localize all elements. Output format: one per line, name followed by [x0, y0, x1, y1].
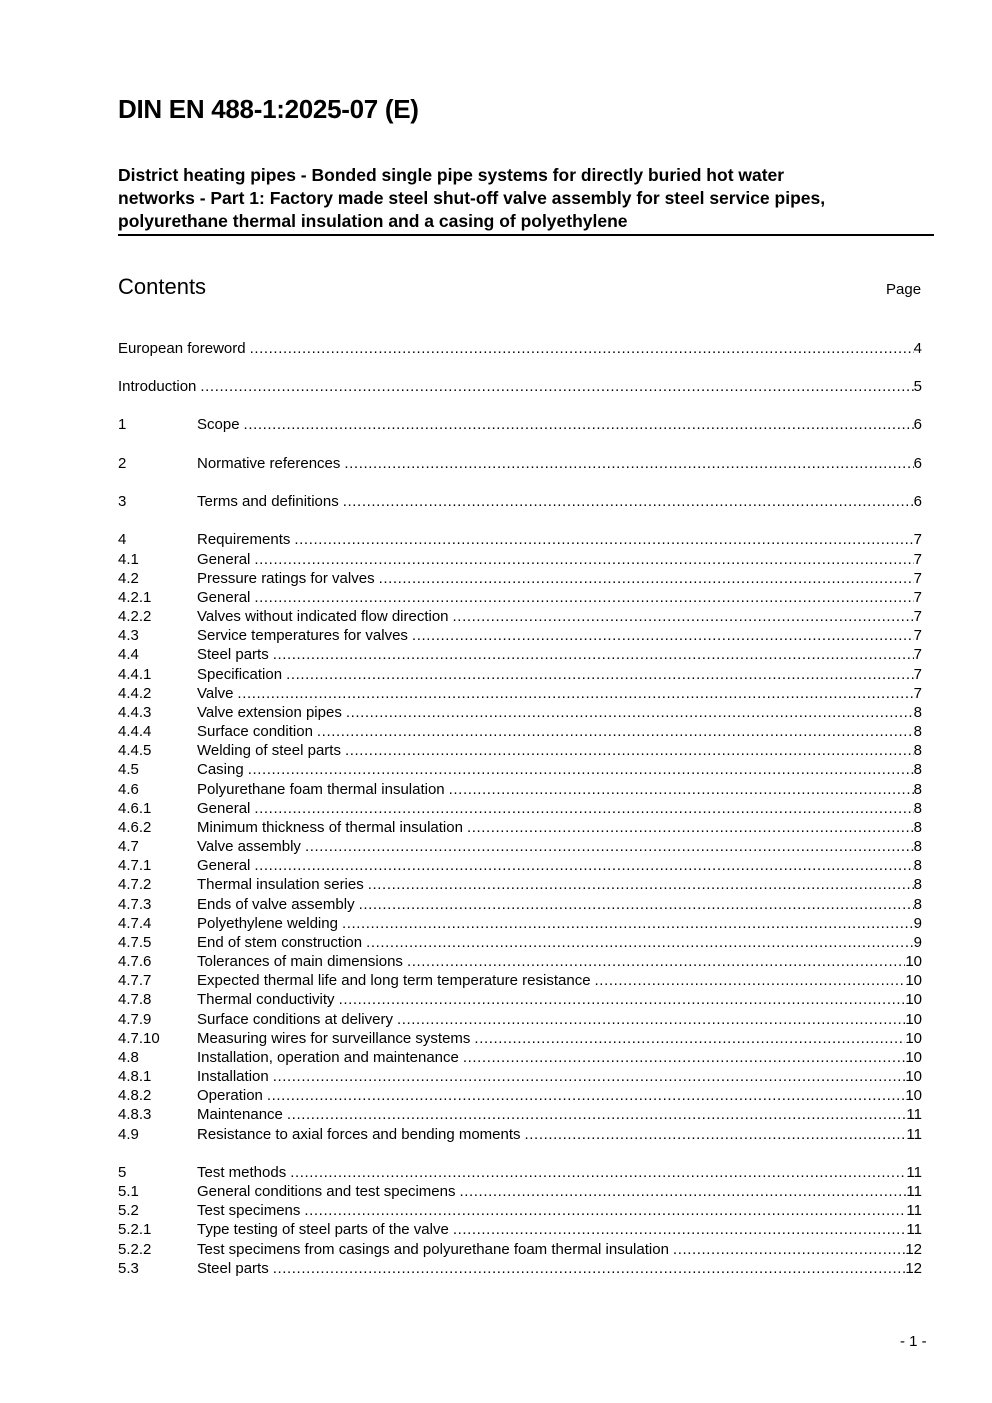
toc-dot-leader	[254, 550, 913, 569]
toc-entry-number: 5.2.1	[118, 1221, 152, 1238]
toc-entry-number: 4.6	[118, 781, 139, 798]
toc-entry-title: Measuring wires for surveillance systems	[197, 1030, 471, 1047]
toc-dot-leader	[267, 1086, 905, 1105]
toc-dot-leader	[474, 1029, 905, 1048]
toc-entry-title: Installation	[197, 1068, 269, 1085]
toc-entry-number: 4.7.5	[118, 934, 152, 951]
toc-dot-leader	[379, 569, 914, 588]
toc-entry[interactable]	[118, 607, 922, 626]
toc-entry-page: 8	[913, 781, 922, 798]
toc-entry-page: 8	[913, 742, 922, 759]
toc-dot-leader	[244, 415, 914, 434]
toc-entry-title: Expected thermal life and long term temperature resistance	[197, 972, 591, 989]
toc-entry[interactable]	[118, 530, 922, 549]
toc-dot-leader	[453, 607, 914, 626]
toc-entry[interactable]	[118, 1182, 922, 1201]
toc-entry[interactable]	[118, 722, 922, 741]
toc-entry[interactable]	[118, 837, 922, 856]
subtitle-line: polyurethane thermal insulation and a casing of polyethylene	[118, 211, 628, 231]
toc-entry[interactable]	[118, 1086, 922, 1105]
toc-entry[interactable]	[118, 415, 922, 434]
contents-heading: Contents	[118, 274, 207, 299]
toc-entry-page: 10	[905, 953, 922, 970]
toc-dot-leader	[273, 1067, 906, 1086]
toc-entry-title: Polyethylene welding	[197, 915, 338, 932]
toc-entry-number: 4.5	[118, 761, 139, 778]
toc-entry-title: Surface conditions at delivery	[197, 1011, 393, 1028]
toc-entry-title: Pressure ratings for valves	[197, 570, 375, 587]
toc-entry-number: 4.8.3	[118, 1106, 152, 1123]
toc-entry-number: 4.8.1	[118, 1068, 152, 1085]
toc-entry-title: Maintenance	[197, 1106, 283, 1123]
toc-entry[interactable]	[118, 492, 922, 511]
toc-entry-title: Casing	[197, 761, 244, 778]
toc-dot-leader	[248, 760, 914, 779]
toc-entry[interactable]	[118, 1125, 922, 1144]
toc-entry-title: Valves without indicated flow direction	[197, 608, 449, 625]
toc-entry[interactable]	[118, 684, 922, 703]
toc-entry-page: 6	[913, 416, 922, 433]
toc-dot-leader	[342, 914, 914, 933]
toc-entry-number: 4.3	[118, 627, 139, 644]
toc-entry[interactable]	[118, 933, 922, 952]
toc-entry[interactable]	[118, 454, 922, 473]
toc-entry-number: 4.7.10	[118, 1030, 160, 1047]
toc-entry-title: Tolerances of main dimensions	[197, 953, 403, 970]
toc-entry[interactable]	[118, 1105, 922, 1124]
toc-entry-page: 7	[913, 685, 922, 702]
toc-entry-page: 11	[906, 1183, 922, 1200]
toc-entry-title: Type testing of steel parts of the valve	[197, 1221, 449, 1238]
toc-entry[interactable]	[118, 645, 922, 664]
toc-entry[interactable]	[118, 588, 922, 607]
toc-dot-leader	[237, 684, 913, 703]
toc-entry-page: 11	[906, 1202, 922, 1219]
toc-entry-title: Steel parts	[197, 1260, 269, 1277]
toc-entry-title: General	[197, 551, 251, 568]
toc-entry[interactable]	[118, 895, 922, 914]
toc-entry[interactable]	[118, 760, 922, 779]
toc-entry-number: 4.2	[118, 570, 139, 587]
toc-entry-page: 7	[913, 666, 922, 683]
toc-entry-title: Terms and definitions	[197, 493, 339, 510]
toc-entry-title: Valve extension pipes	[197, 704, 342, 721]
toc-dot-leader	[525, 1125, 907, 1144]
toc-entry-number: 5.3	[118, 1260, 139, 1277]
toc-dot-leader	[273, 645, 914, 664]
toc-entry-page: 12	[905, 1260, 922, 1277]
toc-entry[interactable]	[118, 569, 922, 588]
toc-entry-number: 5	[118, 1164, 127, 1181]
toc-entry[interactable]	[118, 1220, 922, 1239]
toc-entry-page: 10	[905, 1049, 922, 1066]
toc-dot-leader	[463, 1048, 905, 1067]
toc-dot-leader	[412, 626, 914, 645]
toc-entry-number: 4.4.3	[118, 704, 152, 721]
toc-entry-page: 9	[913, 934, 922, 951]
toc-entry-page: 7	[913, 570, 922, 587]
toc-entry-title: Thermal insulation series	[197, 876, 364, 893]
toc-entry-page: 7	[913, 551, 922, 568]
toc-entry[interactable]	[118, 703, 922, 722]
toc-entry[interactable]	[118, 339, 922, 358]
toc-entry-title: Steel parts	[197, 646, 269, 663]
toc-entry-page: 7	[913, 589, 922, 606]
toc-entry-number: 5.2	[118, 1202, 139, 1219]
toc-entry-title: Specification	[197, 666, 283, 683]
toc-entry-title: General	[197, 589, 251, 606]
toc-entry[interactable]	[118, 665, 922, 684]
toc-entry-page: 8	[913, 819, 922, 836]
toc-entry-title: Minimum thickness of thermal insulation	[197, 819, 463, 836]
toc-entry[interactable]	[118, 914, 922, 933]
toc-dot-leader	[254, 799, 913, 818]
toc-entry[interactable]	[118, 875, 922, 894]
toc-entry-page: 11	[906, 1221, 922, 1238]
toc-dot-leader	[407, 952, 905, 971]
toc-dot-leader	[343, 492, 914, 511]
toc-entry-page: 8	[913, 876, 922, 893]
toc-dot-leader	[339, 990, 906, 1009]
toc-entry-page: 8	[913, 704, 922, 721]
toc-entry-page: 7	[913, 531, 922, 548]
toc-entry-number: 4.4	[118, 646, 139, 663]
toc-entry-title: European foreword	[118, 340, 246, 357]
toc-entry-page: 5	[913, 378, 922, 395]
page-number: - 1 -	[900, 1333, 927, 1350]
toc-entry-number: 4.9	[118, 1126, 139, 1143]
toc-dot-leader	[304, 1201, 906, 1220]
toc-entry-title: Welding of steel parts	[197, 742, 341, 759]
toc-entry-page: 4	[913, 340, 922, 357]
toc-entry-title: Test methods	[197, 1164, 287, 1181]
document-subtitle	[118, 164, 934, 236]
toc-entry[interactable]	[118, 990, 922, 1009]
toc-dot-leader	[305, 837, 914, 856]
toc-entry[interactable]	[118, 1201, 922, 1220]
toc-entry-number: 4.6.2	[118, 819, 152, 836]
toc-entry-number: 4.8	[118, 1049, 139, 1066]
toc-entry[interactable]	[118, 377, 922, 396]
toc-entry-number: 4.4.1	[118, 666, 152, 683]
toc-dot-leader	[273, 1259, 906, 1278]
toc-dot-leader	[250, 339, 914, 358]
toc-entry[interactable]	[118, 1010, 922, 1029]
toc-entry-number: 4.8.2	[118, 1087, 152, 1104]
toc-entry-title: General	[197, 800, 251, 817]
toc-entry-page: 10	[905, 1011, 922, 1028]
toc-entry-number: 3	[118, 493, 127, 510]
toc-entry-number: 4.4.2	[118, 685, 152, 702]
toc-entry-title: Valve assembly	[197, 838, 301, 855]
toc-entry-page: 9	[913, 915, 922, 932]
toc-entry-title: Service temperatures for valves	[197, 627, 408, 644]
toc-entry-number: 2	[118, 455, 127, 472]
toc-dot-leader	[317, 722, 914, 741]
toc-entry-number: 4.4.5	[118, 742, 152, 759]
toc-entry-page: 6	[913, 493, 922, 510]
toc-dot-leader	[254, 588, 913, 607]
toc-dot-leader	[368, 875, 914, 894]
toc-entry-page: 11	[906, 1164, 922, 1181]
toc-entry-number: 4.2.1	[118, 589, 152, 606]
toc-dot-leader	[467, 818, 914, 837]
toc-entry-number: 4.7.7	[118, 972, 152, 989]
toc-entry-number: 4.7.6	[118, 953, 152, 970]
toc-entry-page: 10	[905, 1087, 922, 1104]
toc-entry-title: Surface condition	[197, 723, 313, 740]
toc-entry[interactable]	[118, 818, 922, 837]
toc-entry-number: 4.7.8	[118, 991, 152, 1008]
toc-entry-title: Test specimens	[197, 1202, 301, 1219]
toc-entry-title: Installation, operation and maintenance	[197, 1049, 459, 1066]
toc-entry-page: 8	[913, 723, 922, 740]
toc-entry-title: Polyurethane foam thermal insulation	[197, 781, 445, 798]
toc-entry-page: 7	[913, 608, 922, 625]
toc-dot-leader	[459, 1182, 906, 1201]
toc-entry-number: 4.4.4	[118, 723, 152, 740]
toc-entry-title: Normative references	[197, 455, 341, 472]
toc-dot-leader	[346, 703, 914, 722]
toc-entry-page: 10	[905, 972, 922, 989]
document-title: DIN EN 488-1:2025-07 (E)	[118, 94, 419, 124]
toc-dot-leader	[397, 1010, 905, 1029]
toc-dot-leader	[453, 1220, 907, 1239]
toc-entry[interactable]	[118, 626, 922, 645]
toc-entry-title: General	[197, 857, 251, 874]
toc-entry-number: 4.7.9	[118, 1011, 152, 1028]
toc-dot-leader	[673, 1240, 905, 1259]
toc-entry[interactable]	[118, 971, 922, 990]
subtitle-line: networks - Part 1: Factory made steel shut-off valve assembly for steel service pipes,	[118, 188, 826, 208]
toc-entry-title: Introduction	[118, 378, 197, 395]
toc-entry-title: Requirements	[197, 531, 291, 548]
toc-entry[interactable]	[118, 856, 922, 875]
toc-entry-page: 11	[906, 1106, 922, 1123]
toc-entry[interactable]	[118, 1029, 922, 1048]
toc-entry-number: 4.7.4	[118, 915, 152, 932]
toc-entry-number: 4.7.2	[118, 876, 152, 893]
toc-dot-leader	[359, 895, 914, 914]
toc-entry-title: Scope	[197, 416, 240, 433]
toc-dot-leader	[254, 856, 913, 875]
toc-dot-leader	[366, 933, 914, 952]
toc-entry-page: 8	[913, 800, 922, 817]
toc-entry[interactable]	[118, 952, 922, 971]
toc-entry-title: General conditions and test specimens	[197, 1183, 456, 1200]
toc-entry-title: End of stem construction	[197, 934, 363, 951]
page-column-label: Page	[886, 281, 922, 298]
toc-entry[interactable]	[118, 799, 922, 818]
toc-entry-page: 10	[905, 991, 922, 1008]
toc-entry[interactable]	[118, 780, 922, 799]
toc-entry-title: Valve	[197, 685, 234, 702]
toc-entry[interactable]	[118, 741, 922, 760]
toc-entry-number: 4.7	[118, 838, 139, 855]
toc-entry-title: Operation	[197, 1087, 263, 1104]
toc-entry-number: 4.1	[118, 551, 139, 568]
toc-entry-page: 6	[913, 455, 922, 472]
toc-entry[interactable]	[118, 550, 922, 569]
toc-entry-page: 12	[905, 1241, 922, 1258]
toc-entry-page: 8	[913, 761, 922, 778]
toc-entry-title: Resistance to axial forces and bending moments	[197, 1126, 521, 1143]
toc-entry[interactable]	[118, 1067, 922, 1086]
toc-entry-page: 8	[913, 857, 922, 874]
toc-entry[interactable]	[118, 1163, 922, 1182]
toc-dot-leader	[449, 780, 914, 799]
toc-entry-page: 7	[913, 627, 922, 644]
toc-entry-number: 4.6.1	[118, 800, 152, 817]
toc-dot-leader	[200, 377, 913, 396]
toc-entry-title: Thermal conductivity	[197, 991, 335, 1008]
subtitle-line: District heating pipes - Bonded single pipe systems for directly buried hot water	[118, 165, 785, 185]
toc-entry-number: 4.7.3	[118, 896, 152, 913]
toc-dot-leader	[286, 665, 914, 684]
toc-dot-leader	[287, 1105, 907, 1124]
toc-entry-number: 4	[118, 531, 127, 548]
toc-entry[interactable]	[118, 1259, 922, 1278]
toc-entry-number: 4.7.1	[118, 857, 152, 874]
toc-entry-number: 5.1	[118, 1183, 139, 1200]
toc-entry-number: 4.2.2	[118, 608, 152, 625]
toc-entry-page: 7	[913, 646, 922, 663]
toc-dot-leader	[344, 454, 913, 473]
toc-entry[interactable]	[118, 1240, 922, 1259]
toc-entry-title: Test specimens from casings and polyurethane foam thermal insulation	[197, 1241, 669, 1258]
toc-entry-page: 10	[905, 1030, 922, 1047]
toc-entry-page: 10	[905, 1068, 922, 1085]
toc-entry-page: 8	[913, 896, 922, 913]
toc-entry-page: 8	[913, 838, 922, 855]
toc-entry[interactable]	[118, 1048, 922, 1067]
toc-dot-leader	[595, 971, 906, 990]
toc-entry-page: 11	[906, 1126, 922, 1143]
toc-dot-leader	[294, 530, 913, 549]
toc-dot-leader	[290, 1163, 906, 1182]
toc-dot-leader	[345, 741, 914, 760]
toc-entry-number: 1	[118, 416, 127, 433]
toc-entry-title: Ends of valve assembly	[197, 896, 355, 913]
toc-entry-number: 5.2.2	[118, 1241, 152, 1258]
